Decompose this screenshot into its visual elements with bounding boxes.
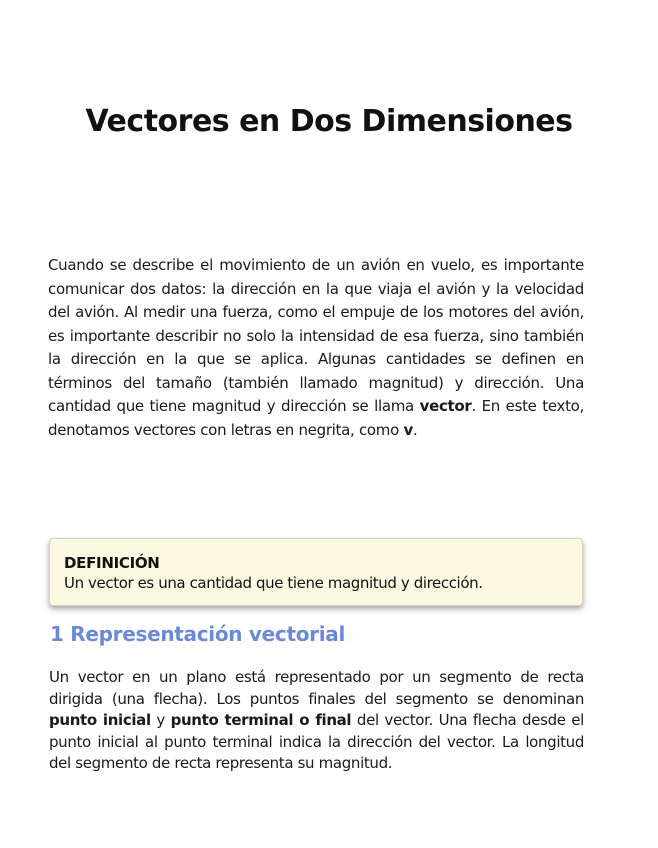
- intro-text-2: . En este texto, denotamos vectores con letras en negrita, como: [48, 397, 584, 439]
- intro-paragraph: [48, 254, 584, 442]
- section-text-3: del vector. Una flecha desde el punto inicial al punto terminal indica la dirección del vector. La longitud del segmento de recta representa su magnitud.: [49, 711, 584, 772]
- section-text-1: Un vector en un plano está representado por un segmento de recta dirigida (una flecha). Los puntos finales del segmento se denominan: [49, 668, 584, 708]
- intro-text-3: .: [412, 420, 418, 439]
- section-paragraph: [49, 667, 584, 775]
- intro-text-1: Cuando se describe el movimiento de un avión en vuelo, es importante comunicar dos datos: la dirección en la que viaja el avión y la velocidad del avión. Al medir una fuerza, como el empuje de los motores del avión, es importante describir no solo la intensidad de esa fuerza, sino también la dirección en la que se aplica. Algunas cantidades se definen en términos del tamaño (también llamado magnitud) y dirección. Una cantidad que tiene magnitud y dirección se llama: [48, 256, 584, 415]
- intro-bold-v: v: [403, 420, 413, 439]
- definition-box: [49, 538, 583, 606]
- definition-label: DEFINICIÓN: [64, 554, 160, 572]
- section-title: 1 Representación vectorial: [50, 622, 346, 646]
- section-bold-initial-point: punto inicial: [49, 711, 151, 729]
- section-bold-terminal-point: punto terminal o final: [170, 711, 352, 729]
- intro-bold-vector: vector: [419, 397, 472, 415]
- page-title: Vectores en Dos Dimensiones: [85, 104, 573, 139]
- definition-text: Un vector es una cantidad que tiene magnitud y dirección.: [64, 574, 483, 592]
- section-text-2: y: [150, 711, 171, 729]
